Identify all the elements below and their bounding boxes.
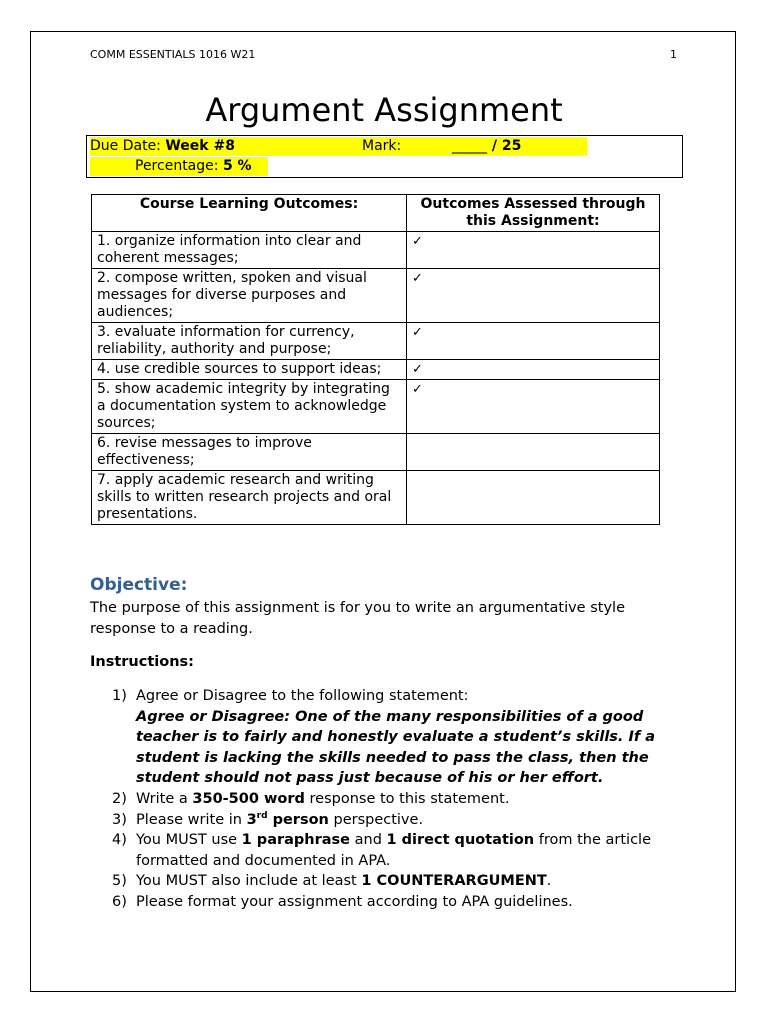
item-text: Write a xyxy=(136,790,193,807)
header-course-outcomes: Course Learning Outcomes: xyxy=(92,195,407,232)
percentage-value: 5 % xyxy=(222,158,252,174)
outcomes-table xyxy=(91,194,660,525)
outcome-cell: 4. use credible sources to support ideas; xyxy=(92,360,407,380)
item-text: You MUST use xyxy=(136,832,242,849)
objective-text: The purpose of this assignment is for you to write an argumentative style response to a reading. xyxy=(90,600,625,637)
item-number: 2) xyxy=(112,790,127,807)
item-number: 1) xyxy=(112,688,127,704)
header-outcomes-assessed: Outcomes Assessed through this Assignment: xyxy=(407,195,660,232)
list-item xyxy=(112,810,692,831)
outcome-cell: 3. evaluate information for currency, reliability, authority and purpose; xyxy=(92,323,407,360)
table-header-row xyxy=(92,195,660,232)
check-icon: ✓ xyxy=(407,380,660,434)
person-superscript: rd xyxy=(256,810,268,821)
table-row xyxy=(92,232,660,269)
item-text: Please format your assignment according to APA guidelines. xyxy=(136,893,573,910)
person-number: 3 xyxy=(246,811,257,828)
item-text: Agree or Disagree to the following statement: xyxy=(136,688,469,704)
instructions-heading: Instructions: xyxy=(90,654,194,670)
instructions-list xyxy=(112,686,692,913)
argument-statement: Agree or Disagree: One of the many responsibilities of a good teacher is to fairly and honestly evaluate a student’s skills. If a student is lacking the skills needed to pass the class, then the student should not pass just because of his or her effort. xyxy=(136,708,656,787)
list-item xyxy=(112,686,692,789)
item-text: . xyxy=(546,873,552,890)
list-item xyxy=(112,830,692,871)
due-date-value: Week #8 xyxy=(165,138,235,154)
item-number: 4) xyxy=(112,832,127,849)
check-icon: ✓ xyxy=(407,360,660,380)
outcome-cell: 7. apply academic research and writing skills to written research projects and oral presentations. xyxy=(92,471,407,525)
header-course: COMM ESSENTIALS 1016 W21 xyxy=(90,48,256,61)
table-row xyxy=(92,380,660,434)
mark xyxy=(452,137,521,156)
item-text: You MUST also include at least xyxy=(136,873,362,890)
outcome-cell: 6. revise messages to improve effectiveness; xyxy=(92,434,407,471)
header-page-number: 1 xyxy=(670,48,677,61)
percentage-label: Percentage: xyxy=(135,158,223,174)
list-item xyxy=(112,871,692,892)
item-text: Please write in xyxy=(136,811,247,828)
table-row xyxy=(92,269,660,323)
person-word: person xyxy=(267,811,329,828)
mark-blank: _____ xyxy=(452,138,487,154)
item-text: from the article formatted and documented in APA. xyxy=(136,832,651,869)
check-icon: ✓ xyxy=(407,323,660,360)
table-row xyxy=(92,471,660,525)
item-text: response to this statement. xyxy=(304,790,510,807)
table-row xyxy=(92,323,660,360)
table-row xyxy=(92,434,660,471)
page-title: Argument Assignment xyxy=(205,91,563,129)
mark-label: Mark: xyxy=(362,138,402,154)
item-number: 3) xyxy=(112,811,127,828)
paraphrase-requirement: 1 paraphrase xyxy=(241,832,351,849)
check-icon: ✓ xyxy=(407,232,660,269)
outcome-cell: 2. compose written, spoken and visual messages for diverse purposes and audiences; xyxy=(92,269,407,323)
list-item xyxy=(112,789,692,810)
due-date xyxy=(90,137,235,156)
item-number: 6) xyxy=(112,893,127,910)
outcome-cell: 5. show academic integrity by integrating a documentation system to acknowledge sources; xyxy=(92,380,407,434)
item-text: perspective. xyxy=(328,811,424,828)
check-icon: ✓ xyxy=(407,269,660,323)
assessed-cell xyxy=(407,471,660,525)
word-count: 350-500 word xyxy=(192,790,305,807)
item-number: 5) xyxy=(112,873,127,890)
quotation-requirement: 1 direct quotation xyxy=(386,832,535,849)
table-row xyxy=(92,360,660,380)
counterargument-requirement: 1 COUNTERARGUMENT xyxy=(361,873,547,890)
outcome-cell: 1. organize information into clear and coherent messages; xyxy=(92,232,407,269)
due-date-label: Due Date: xyxy=(90,138,166,154)
mark-value: / 25 xyxy=(487,138,522,154)
assessed-cell xyxy=(407,434,660,471)
item-text: and xyxy=(350,832,387,849)
objective-heading: Objective: xyxy=(90,575,188,595)
percentage xyxy=(135,157,252,176)
list-item xyxy=(112,892,692,913)
